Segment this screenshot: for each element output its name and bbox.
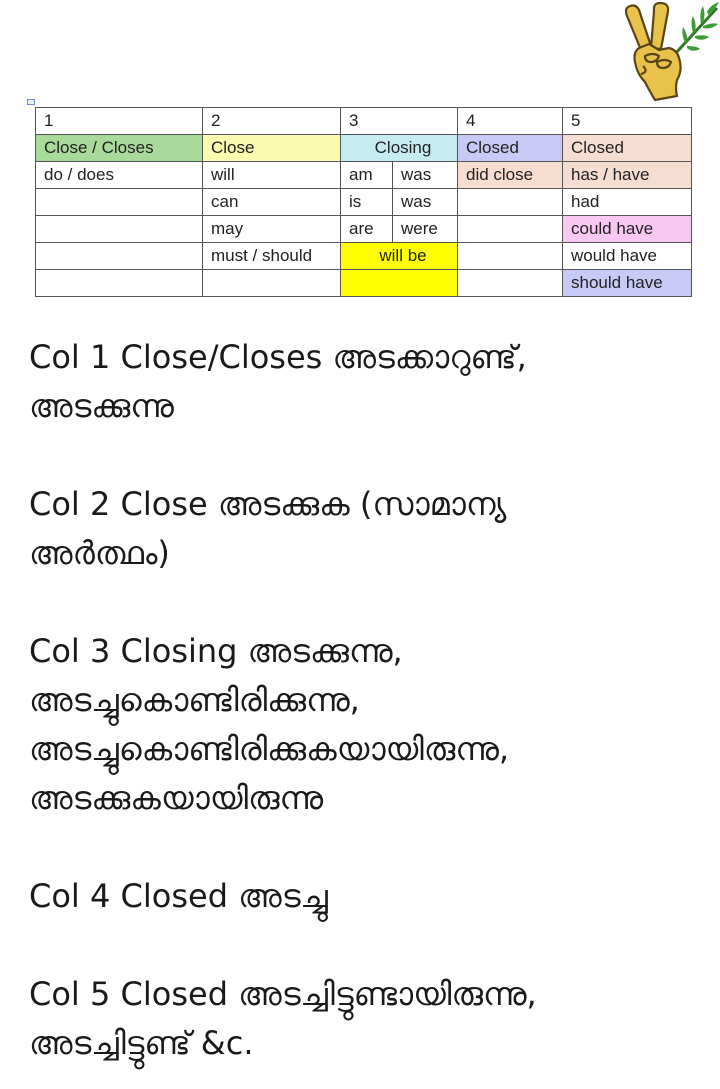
cell-was: was — [393, 189, 458, 216]
table-row — [36, 216, 692, 243]
explanation-text — [29, 333, 709, 1068]
cell-will-be: will be — [341, 243, 458, 270]
cell-yellow-empty — [341, 270, 458, 297]
cell-would-have: would have — [563, 243, 692, 270]
cell-close: Close — [203, 135, 341, 162]
cell-empty — [36, 216, 203, 243]
cell-empty — [203, 270, 341, 297]
cell-empty — [458, 270, 563, 297]
paragraph-col-3 — [29, 627, 709, 823]
cell-empty — [36, 243, 203, 270]
cell-could-have: could have — [563, 216, 692, 243]
cell-closed-col5: Closed — [563, 135, 692, 162]
text-line: അടക്കുകയായിരുന്നു — [29, 779, 324, 817]
verb-forms-table — [35, 107, 692, 297]
table-row — [36, 135, 692, 162]
cell-do-does: do / does — [36, 162, 203, 189]
cell-may: may — [203, 216, 341, 243]
header-col-1: 1 — [36, 108, 203, 135]
text-line: അടച്ചുകൊണ്ടിരിക്കുന്നു, — [29, 681, 360, 719]
table-row — [36, 162, 692, 189]
text-line: Col 5 Closed അടച്ചിട്ടുണ്ടായിരുന്നു, — [29, 975, 537, 1013]
text-line: അടച്ചുകൊണ്ടിരിക്കുകയായിരുന്നു, — [29, 730, 510, 768]
cell-is: is — [341, 189, 393, 216]
cell-empty — [458, 189, 563, 216]
cell-had: had — [563, 189, 692, 216]
table-row — [36, 189, 692, 216]
text-line: Col 2 Close അടക്കുക (സാമാന്യ — [29, 485, 507, 523]
cell-will: will — [203, 162, 341, 189]
cell-empty — [458, 216, 563, 243]
text-line: അടക്കുന്നു — [29, 387, 174, 425]
cell-has-have: has / have — [563, 162, 692, 189]
text-line: Col 4 Closed അടച്ചു — [29, 877, 328, 915]
text-line: അർത്ഥം) — [29, 534, 170, 572]
header-col-4: 4 — [458, 108, 563, 135]
cell-should-have: should have — [563, 270, 692, 297]
paragraph-col-2 — [29, 480, 709, 578]
table-row — [36, 270, 692, 297]
header-col-3: 3 — [341, 108, 458, 135]
cell-did-close: did close — [458, 162, 563, 189]
cell-are: are — [341, 216, 393, 243]
text-line: Col 3 Closing അടക്കുന്നു, — [29, 632, 403, 670]
text-line: Col 1 Close/Closes അടക്കാറുണ്ട്, — [29, 338, 527, 376]
cell-was: was — [393, 162, 458, 189]
paragraph-col-5 — [29, 970, 709, 1068]
paragraph-col-1 — [29, 333, 709, 431]
victory-hand-olive-branch-icon — [613, 0, 720, 102]
cell-empty — [36, 189, 203, 216]
cell-closing: Closing — [341, 135, 458, 162]
header-col-2: 2 — [203, 108, 341, 135]
cell-must-should: must / should — [203, 243, 341, 270]
cell-empty — [458, 243, 563, 270]
cell-closed-col4: Closed — [458, 135, 563, 162]
header-col-5: 5 — [563, 108, 692, 135]
paragraph-col-4 — [29, 872, 709, 921]
cell-close-closes: Close / Closes — [36, 135, 203, 162]
cell-empty — [36, 270, 203, 297]
cell-am: am — [341, 162, 393, 189]
cell-were: were — [393, 216, 458, 243]
victory-hand-icon — [626, 3, 681, 100]
cell-can: can — [203, 189, 341, 216]
table-row — [36, 108, 692, 135]
table-anchor-icon — [27, 99, 35, 105]
table-row — [36, 243, 692, 270]
text-line: അടച്ചിട്ടുണ്ട് &c. — [29, 1024, 254, 1062]
